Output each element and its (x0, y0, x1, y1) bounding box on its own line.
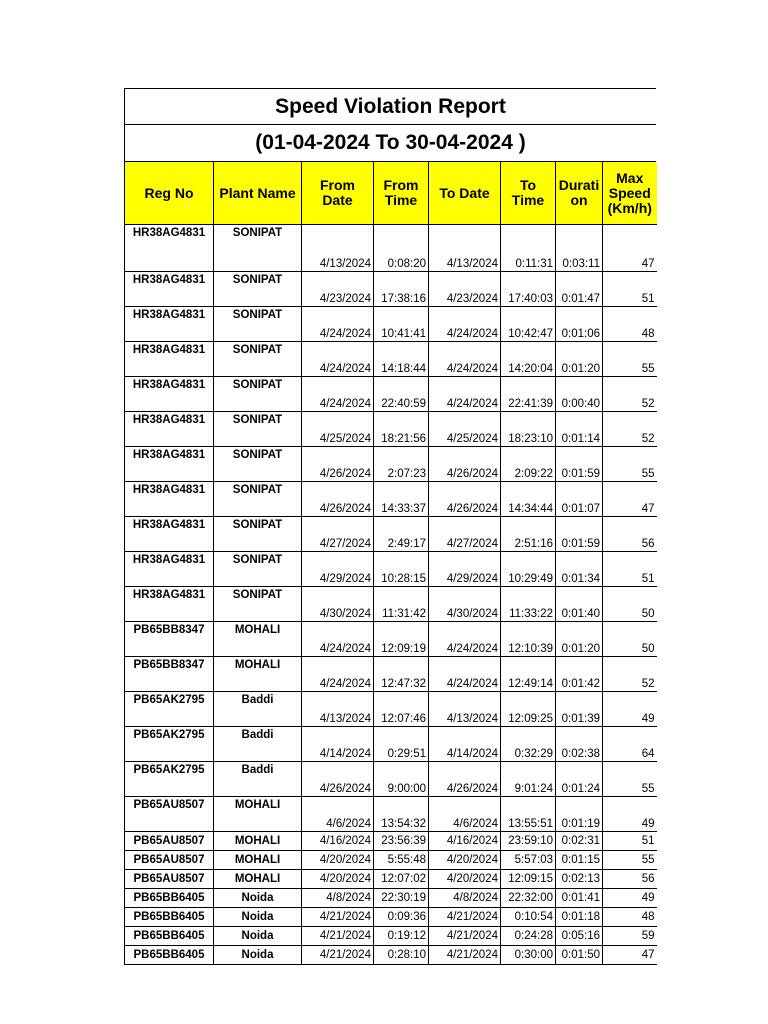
from-date-cell: 4/25/2024 (302, 412, 374, 447)
table-row (125, 517, 657, 552)
from-date-cell: 4/20/2024 (302, 870, 374, 889)
from-date-cell: 4/14/2024 (302, 727, 374, 762)
max-speed-cell: 55 (603, 762, 657, 797)
duration-cell: 0:01:20 (556, 342, 603, 377)
plant-name-cell: SONIPAT (214, 587, 302, 622)
from-date-cell: 4/24/2024 (302, 307, 374, 342)
duration-cell: 0:05:16 (556, 927, 603, 946)
from-date-cell: 4/16/2024 (302, 832, 374, 851)
max-speed-cell: 49 (603, 797, 657, 832)
from-time-cell: 10:41:41 (374, 307, 429, 342)
reg-no-cell: HR38AG4831 (125, 272, 214, 307)
plant-name-cell: SONIPAT (214, 552, 302, 587)
from-time-cell: 0:09:36 (374, 908, 429, 927)
from-date-cell: 4/29/2024 (302, 552, 374, 587)
table-row (125, 552, 657, 587)
reg-no-cell: PB65AU8507 (125, 797, 214, 832)
from-date-cell: 4/26/2024 (302, 447, 374, 482)
to-date-cell: 4/21/2024 (429, 908, 501, 927)
duration-cell: 0:01:47 (556, 272, 603, 307)
plant-name-cell: Baddi (214, 762, 302, 797)
duration-cell: 0:00:40 (556, 377, 603, 412)
max-speed-cell: 51 (603, 272, 657, 307)
from-date-cell: 4/30/2024 (302, 587, 374, 622)
max-speed-cell: 50 (603, 622, 657, 657)
from-date-cell: 4/26/2024 (302, 762, 374, 797)
max-speed-cell: 55 (603, 851, 657, 870)
table-row (125, 272, 657, 307)
to-date-cell: 4/26/2024 (429, 482, 501, 517)
from-time-cell: 0:28:10 (374, 946, 429, 965)
header-row (125, 162, 657, 225)
max-speed-cell: 49 (603, 889, 657, 908)
from-date-cell: 4/8/2024 (302, 889, 374, 908)
to-date-cell: 4/24/2024 (429, 622, 501, 657)
from-date-cell: 4/24/2024 (302, 342, 374, 377)
duration-cell: 0:01:40 (556, 587, 603, 622)
reg-no-cell: PB65BB6405 (125, 927, 214, 946)
to-time-cell: 14:20:04 (501, 342, 556, 377)
table-row (125, 927, 657, 946)
table-row (125, 870, 657, 889)
col-header-reg-no: Reg No (125, 162, 214, 225)
report-period: (01-04-2024 To 30-04-2024 ) (124, 124, 656, 162)
plant-name-cell: Noida (214, 927, 302, 946)
to-date-cell: 4/24/2024 (429, 307, 501, 342)
reg-no-cell: HR38AG4831 (125, 412, 214, 447)
duration-cell: 0:02:13 (556, 870, 603, 889)
max-speed-cell: 50 (603, 587, 657, 622)
plant-name-cell: SONIPAT (214, 272, 302, 307)
max-speed-cell: 52 (603, 412, 657, 447)
from-time-cell: 0:08:20 (374, 225, 429, 272)
table-row (125, 797, 657, 832)
to-time-cell: 13:55:51 (501, 797, 556, 832)
duration-cell: 0:01:59 (556, 517, 603, 552)
table-row (125, 412, 657, 447)
max-speed-cell: 64 (603, 727, 657, 762)
reg-no-cell: PB65BB6405 (125, 889, 214, 908)
to-date-cell: 4/23/2024 (429, 272, 501, 307)
max-speed-cell: 51 (603, 552, 657, 587)
table-row (125, 377, 657, 412)
table-row (125, 307, 657, 342)
from-time-cell: 12:09:19 (374, 622, 429, 657)
from-time-cell: 0:19:12 (374, 927, 429, 946)
from-date-cell: 4/24/2024 (302, 377, 374, 412)
to-date-cell: 4/30/2024 (429, 587, 501, 622)
from-date-cell: 4/24/2024 (302, 657, 374, 692)
to-time-cell: 10:42:47 (501, 307, 556, 342)
to-date-cell: 4/24/2024 (429, 657, 501, 692)
duration-cell: 0:01:19 (556, 797, 603, 832)
col-header-plant-name: Plant Name (214, 162, 302, 225)
plant-name-cell: MOHALI (214, 832, 302, 851)
duration-cell: 0:01:06 (556, 307, 603, 342)
from-time-cell: 13:54:32 (374, 797, 429, 832)
to-time-cell: 12:10:39 (501, 622, 556, 657)
duration-cell: 0:01:39 (556, 692, 603, 727)
reg-no-cell: HR38AG4831 (125, 377, 214, 412)
reg-no-cell: HR38AG4831 (125, 447, 214, 482)
to-time-cell: 17:40:03 (501, 272, 556, 307)
max-speed-cell: 47 (603, 946, 657, 965)
max-speed-cell: 55 (603, 342, 657, 377)
reg-no-cell: PB65AK2795 (125, 727, 214, 762)
table-row (125, 762, 657, 797)
duration-cell: 0:01:50 (556, 946, 603, 965)
max-speed-cell: 47 (603, 225, 657, 272)
from-time-cell: 5:55:48 (374, 851, 429, 870)
from-date-cell: 4/13/2024 (302, 225, 374, 272)
col-header-max-speed: Max Speed (Km/h) (603, 162, 657, 225)
to-time-cell: 10:29:49 (501, 552, 556, 587)
from-date-cell: 4/6/2024 (302, 797, 374, 832)
plant-name-cell: SONIPAT (214, 225, 302, 272)
from-time-cell: 12:47:32 (374, 657, 429, 692)
plant-name-cell: MOHALI (214, 622, 302, 657)
from-date-cell: 4/21/2024 (302, 946, 374, 965)
to-time-cell: 12:49:14 (501, 657, 556, 692)
plant-name-cell: MOHALI (214, 870, 302, 889)
duration-cell: 0:02:31 (556, 832, 603, 851)
from-time-cell: 14:18:44 (374, 342, 429, 377)
to-date-cell: 4/16/2024 (429, 832, 501, 851)
to-time-cell: 18:23:10 (501, 412, 556, 447)
to-date-cell: 4/20/2024 (429, 851, 501, 870)
from-time-cell: 10:28:15 (374, 552, 429, 587)
duration-cell: 0:01:41 (556, 889, 603, 908)
from-date-cell: 4/24/2024 (302, 622, 374, 657)
duration-cell: 0:01:24 (556, 762, 603, 797)
to-date-cell: 4/20/2024 (429, 870, 501, 889)
to-date-cell: 4/26/2024 (429, 447, 501, 482)
max-speed-cell: 48 (603, 908, 657, 927)
table-row (125, 889, 657, 908)
reg-no-cell: HR38AG4831 (125, 517, 214, 552)
from-date-cell: 4/26/2024 (302, 482, 374, 517)
from-time-cell: 23:56:39 (374, 832, 429, 851)
table-row (125, 727, 657, 762)
duration-cell: 0:01:59 (556, 447, 603, 482)
to-time-cell: 5:57:03 (501, 851, 556, 870)
plant-name-cell: MOHALI (214, 797, 302, 832)
report-title: Speed Violation Report (124, 88, 656, 124)
table-row (125, 657, 657, 692)
table-row (125, 482, 657, 517)
violation-table (124, 162, 657, 965)
duration-cell: 0:01:14 (556, 412, 603, 447)
to-date-cell: 4/21/2024 (429, 927, 501, 946)
reg-no-cell: HR38AG4831 (125, 225, 214, 272)
max-speed-cell: 52 (603, 377, 657, 412)
reg-no-cell: HR38AG4831 (125, 482, 214, 517)
duration-cell: 0:01:15 (556, 851, 603, 870)
to-date-cell: 4/13/2024 (429, 225, 501, 272)
table-row (125, 692, 657, 727)
reg-no-cell: HR38AG4831 (125, 552, 214, 587)
max-speed-cell: 56 (603, 870, 657, 889)
max-speed-cell: 49 (603, 692, 657, 727)
plant-name-cell: SONIPAT (214, 517, 302, 552)
reg-no-cell: PB65AK2795 (125, 762, 214, 797)
plant-name-cell: MOHALI (214, 657, 302, 692)
from-time-cell: 22:40:59 (374, 377, 429, 412)
reg-no-cell: HR38AG4831 (125, 587, 214, 622)
to-date-cell: 4/25/2024 (429, 412, 501, 447)
to-time-cell: 12:09:15 (501, 870, 556, 889)
table-row (125, 447, 657, 482)
from-time-cell: 0:29:51 (374, 727, 429, 762)
from-date-cell: 4/21/2024 (302, 927, 374, 946)
to-date-cell: 4/14/2024 (429, 727, 501, 762)
to-time-cell: 23:59:10 (501, 832, 556, 851)
duration-cell: 0:01:42 (556, 657, 603, 692)
plant-name-cell: SONIPAT (214, 447, 302, 482)
plant-name-cell: Noida (214, 908, 302, 927)
duration-cell: 0:01:07 (556, 482, 603, 517)
reg-no-cell: PB65BB8347 (125, 622, 214, 657)
table-row (125, 832, 657, 851)
table-row (125, 342, 657, 377)
to-date-cell: 4/29/2024 (429, 552, 501, 587)
to-date-cell: 4/26/2024 (429, 762, 501, 797)
plant-name-cell: SONIPAT (214, 342, 302, 377)
table-row (125, 908, 657, 927)
table-row (125, 622, 657, 657)
from-time-cell: 22:30:19 (374, 889, 429, 908)
to-time-cell: 0:11:31 (501, 225, 556, 272)
to-time-cell: 0:10:54 (501, 908, 556, 927)
from-time-cell: 11:31:42 (374, 587, 429, 622)
reg-no-cell: PB65AU8507 (125, 832, 214, 851)
plant-name-cell: SONIPAT (214, 377, 302, 412)
to-date-cell: 4/24/2024 (429, 377, 501, 412)
max-speed-cell: 56 (603, 517, 657, 552)
duration-cell: 0:01:20 (556, 622, 603, 657)
from-time-cell: 2:07:23 (374, 447, 429, 482)
from-date-cell: 4/13/2024 (302, 692, 374, 727)
max-speed-cell: 55 (603, 447, 657, 482)
from-time-cell: 14:33:37 (374, 482, 429, 517)
to-time-cell: 12:09:25 (501, 692, 556, 727)
from-time-cell: 18:21:56 (374, 412, 429, 447)
table-row (125, 851, 657, 870)
max-speed-cell: 51 (603, 832, 657, 851)
duration-cell: 0:01:18 (556, 908, 603, 927)
to-date-cell: 4/8/2024 (429, 889, 501, 908)
col-header-from-time: From Time (374, 162, 429, 225)
to-date-cell: 4/13/2024 (429, 692, 501, 727)
reg-no-cell: PB65BB6405 (125, 908, 214, 927)
plant-name-cell: Noida (214, 946, 302, 965)
duration-cell: 0:02:38 (556, 727, 603, 762)
to-date-cell: 4/27/2024 (429, 517, 501, 552)
to-time-cell: 0:32:29 (501, 727, 556, 762)
from-time-cell: 2:49:17 (374, 517, 429, 552)
to-time-cell: 22:41:39 (501, 377, 556, 412)
to-time-cell: 0:24:28 (501, 927, 556, 946)
to-time-cell: 11:33:22 (501, 587, 556, 622)
col-header-to-time: To Time (501, 162, 556, 225)
to-time-cell: 0:30:00 (501, 946, 556, 965)
max-speed-cell: 52 (603, 657, 657, 692)
plant-name-cell: SONIPAT (214, 412, 302, 447)
reg-no-cell: PB65AK2795 (125, 692, 214, 727)
from-time-cell: 9:00:00 (374, 762, 429, 797)
from-date-cell: 4/27/2024 (302, 517, 374, 552)
from-date-cell: 4/20/2024 (302, 851, 374, 870)
reg-no-cell: HR38AG4831 (125, 342, 214, 377)
col-header-to-date: To Date (429, 162, 501, 225)
to-time-cell: 2:09:22 (501, 447, 556, 482)
from-time-cell: 12:07:46 (374, 692, 429, 727)
from-time-cell: 17:38:16 (374, 272, 429, 307)
col-header-duration: Durati on (556, 162, 603, 225)
from-date-cell: 4/21/2024 (302, 908, 374, 927)
plant-name-cell: MOHALI (214, 851, 302, 870)
plant-name-cell: Noida (214, 889, 302, 908)
max-speed-cell: 48 (603, 307, 657, 342)
to-date-cell: 4/24/2024 (429, 342, 501, 377)
plant-name-cell: Baddi (214, 692, 302, 727)
plant-name-cell: SONIPAT (214, 307, 302, 342)
to-date-cell: 4/6/2024 (429, 797, 501, 832)
to-time-cell: 22:32:00 (501, 889, 556, 908)
reg-no-cell: HR38AG4831 (125, 307, 214, 342)
reg-no-cell: PB65BB8347 (125, 657, 214, 692)
col-header-from-date: From Date (302, 162, 374, 225)
to-date-cell: 4/21/2024 (429, 946, 501, 965)
duration-cell: 0:03:11 (556, 225, 603, 272)
table-row (125, 225, 657, 272)
table-row (125, 587, 657, 622)
max-speed-cell: 47 (603, 482, 657, 517)
from-date-cell: 4/23/2024 (302, 272, 374, 307)
reg-no-cell: PB65AU8507 (125, 851, 214, 870)
table-row (125, 946, 657, 965)
reg-no-cell: PB65BB6405 (125, 946, 214, 965)
max-speed-cell: 59 (603, 927, 657, 946)
reg-no-cell: PB65AU8507 (125, 870, 214, 889)
to-time-cell: 2:51:16 (501, 517, 556, 552)
to-time-cell: 9:01:24 (501, 762, 556, 797)
duration-cell: 0:01:34 (556, 552, 603, 587)
from-time-cell: 12:07:02 (374, 870, 429, 889)
to-time-cell: 14:34:44 (501, 482, 556, 517)
plant-name-cell: SONIPAT (214, 482, 302, 517)
plant-name-cell: Baddi (214, 727, 302, 762)
report-sheet (124, 88, 656, 965)
